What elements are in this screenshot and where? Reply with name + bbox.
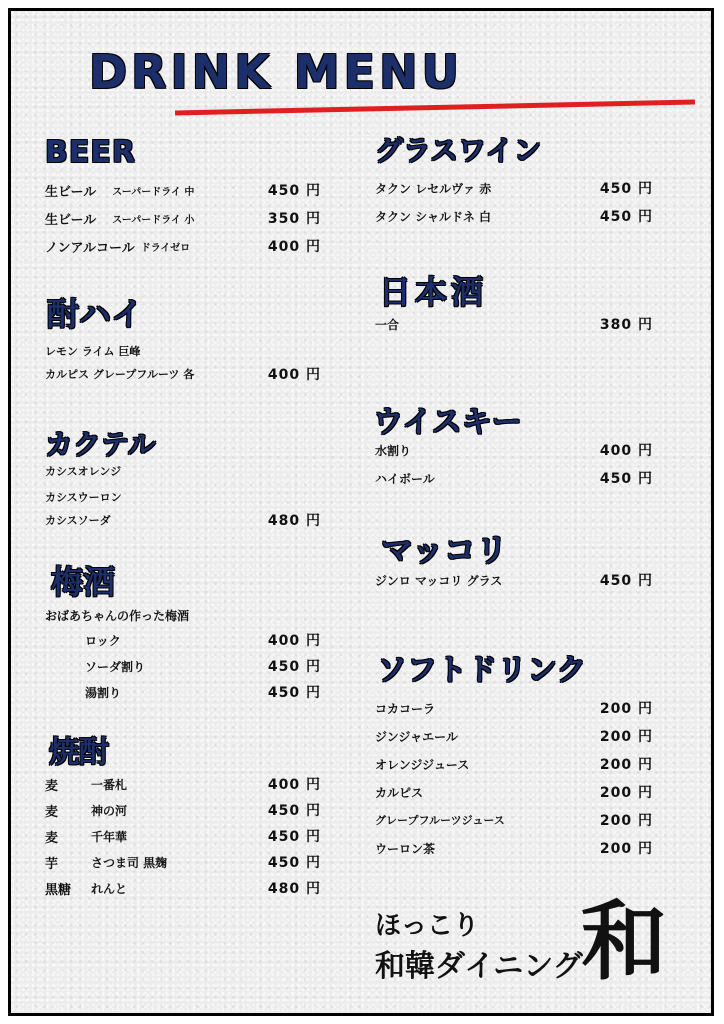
footer-logo-kanji: 和 bbox=[581, 891, 667, 992]
item-type: 麦 bbox=[45, 830, 59, 846]
item-price: 400 円 bbox=[267, 633, 321, 649]
list-item bbox=[375, 725, 653, 747]
item-sub: スーパードライ 中 bbox=[112, 186, 195, 198]
list-item bbox=[45, 877, 321, 899]
item-price: 450 円 bbox=[267, 803, 321, 819]
cocktail-heading: カクテル bbox=[45, 428, 156, 461]
list-item bbox=[45, 773, 321, 795]
item-name: ハイボール bbox=[375, 471, 435, 486]
item-type: 黒糖 bbox=[45, 882, 72, 898]
item-name: 生ビール bbox=[45, 184, 97, 200]
item-name: 千年華 bbox=[91, 829, 128, 844]
item-price: 200 円 bbox=[599, 785, 653, 801]
item-name: ノンアルコール bbox=[45, 240, 135, 256]
list-item: カシスウーロン bbox=[45, 491, 122, 504]
list-item bbox=[375, 177, 653, 199]
whisky-heading: ウイスキー bbox=[373, 405, 522, 440]
makgeolli-heading: マッコリ bbox=[381, 531, 508, 569]
footer-tagline: ほっこり bbox=[375, 911, 480, 941]
item-price: 400 円 bbox=[267, 367, 321, 383]
list-item bbox=[375, 753, 653, 775]
item-price: 400 円 bbox=[599, 443, 653, 459]
item-name: さつま司 黒麹 bbox=[91, 855, 168, 870]
soft-heading: ソフトドリンク bbox=[377, 653, 587, 688]
item-price: 450 円 bbox=[599, 181, 653, 197]
item-name: タクン レセルヴァ 赤 bbox=[375, 181, 492, 196]
item-name: オレンジジュース bbox=[375, 757, 470, 772]
item-name: 一番札 bbox=[91, 777, 128, 792]
umeshu-heading: 梅酒 bbox=[51, 563, 116, 601]
list-item bbox=[375, 205, 653, 227]
item-name: ソーダ割り bbox=[85, 659, 146, 674]
list-item bbox=[45, 509, 321, 531]
item-name: カルピス bbox=[375, 785, 424, 800]
item-price: 200 円 bbox=[599, 701, 653, 717]
list-item bbox=[375, 837, 653, 859]
item-name: グレープフルーツジュース bbox=[375, 814, 505, 827]
item-price: 450 円 bbox=[599, 471, 653, 487]
item-name: ジンロ マッコリ グラス bbox=[375, 573, 503, 588]
list-item bbox=[375, 781, 653, 803]
item-price: 400 円 bbox=[267, 239, 321, 255]
item-type: 芋 bbox=[45, 856, 59, 872]
item-name: れんと bbox=[91, 881, 128, 896]
item-price: 450 円 bbox=[599, 209, 653, 225]
item-price: 480 円 bbox=[267, 881, 321, 897]
umeshu-label: おばあちゃんの作った梅酒 bbox=[45, 609, 190, 623]
list-item bbox=[375, 467, 653, 489]
item-type: 麦 bbox=[45, 778, 59, 794]
chuhai-heading: 酎ハイ bbox=[47, 295, 144, 333]
list-item bbox=[45, 235, 321, 257]
item-price: 450 円 bbox=[267, 829, 321, 845]
item-price: 380 円 bbox=[599, 317, 653, 333]
item-type: 麦 bbox=[45, 804, 59, 820]
item-sub: ドライゼロ bbox=[140, 242, 191, 254]
item-name: ロック bbox=[85, 633, 121, 648]
list-item bbox=[45, 825, 321, 847]
item-price: 450 円 bbox=[599, 573, 653, 589]
menu-title bbox=[89, 41, 629, 107]
item-price: 450 円 bbox=[267, 659, 321, 675]
item-name: タクン シャルドネ 白 bbox=[375, 209, 491, 224]
list-item bbox=[45, 179, 321, 201]
list-item bbox=[45, 799, 321, 821]
item-name: ウーロン茶 bbox=[375, 841, 436, 856]
list-item bbox=[85, 655, 321, 677]
item-name: 神の河 bbox=[91, 803, 128, 818]
item-price: 400 円 bbox=[267, 777, 321, 793]
list-item bbox=[375, 809, 653, 831]
item-sub: スーパードライ 小 bbox=[112, 214, 195, 226]
footer-restaurant-name: 和韓ダイニング bbox=[375, 949, 583, 984]
item-name: 一合 bbox=[375, 317, 400, 332]
list-item: カシスオレンジ bbox=[45, 465, 122, 478]
item-name: カシスソーダ bbox=[45, 514, 111, 527]
list-item bbox=[375, 569, 653, 591]
beer-heading: BEER bbox=[45, 135, 136, 170]
item-name: カルピス グレープフルーツ 各 bbox=[45, 368, 195, 381]
item-name: 生ビール bbox=[45, 212, 97, 228]
item-price: 480 円 bbox=[267, 513, 321, 529]
chuhai-line1: レモン ライム 巨峰 bbox=[45, 345, 141, 358]
item-price: 450 円 bbox=[267, 685, 321, 701]
item-name: ジンジャエール bbox=[375, 729, 458, 744]
title-underline bbox=[175, 100, 695, 116]
list-item bbox=[45, 851, 321, 873]
item-price: 200 円 bbox=[599, 729, 653, 745]
list-item bbox=[45, 363, 321, 385]
list-item bbox=[85, 629, 321, 651]
item-price: 450 円 bbox=[267, 183, 321, 199]
item-name: 湯割り bbox=[85, 685, 122, 700]
list-item bbox=[375, 697, 653, 719]
menu-title-text: DRINK MENU bbox=[89, 45, 463, 99]
item-price: 450 円 bbox=[267, 855, 321, 871]
list-item bbox=[45, 207, 321, 229]
item-name: コカコーラ bbox=[375, 701, 436, 716]
item-price: 200 円 bbox=[599, 813, 653, 829]
item-price: 200 円 bbox=[599, 841, 653, 857]
list-item bbox=[375, 439, 653, 461]
item-name: 水割り bbox=[375, 443, 412, 458]
wine-heading: グラスワイン bbox=[375, 134, 542, 167]
sake-heading: 日本酒 bbox=[379, 273, 488, 311]
list-item bbox=[85, 681, 321, 703]
menu-frame bbox=[8, 8, 714, 1016]
item-price: 350 円 bbox=[267, 211, 321, 227]
shochu-heading: 焼酎 bbox=[49, 735, 109, 770]
item-price: 200 円 bbox=[599, 757, 653, 773]
list-item bbox=[375, 313, 653, 335]
